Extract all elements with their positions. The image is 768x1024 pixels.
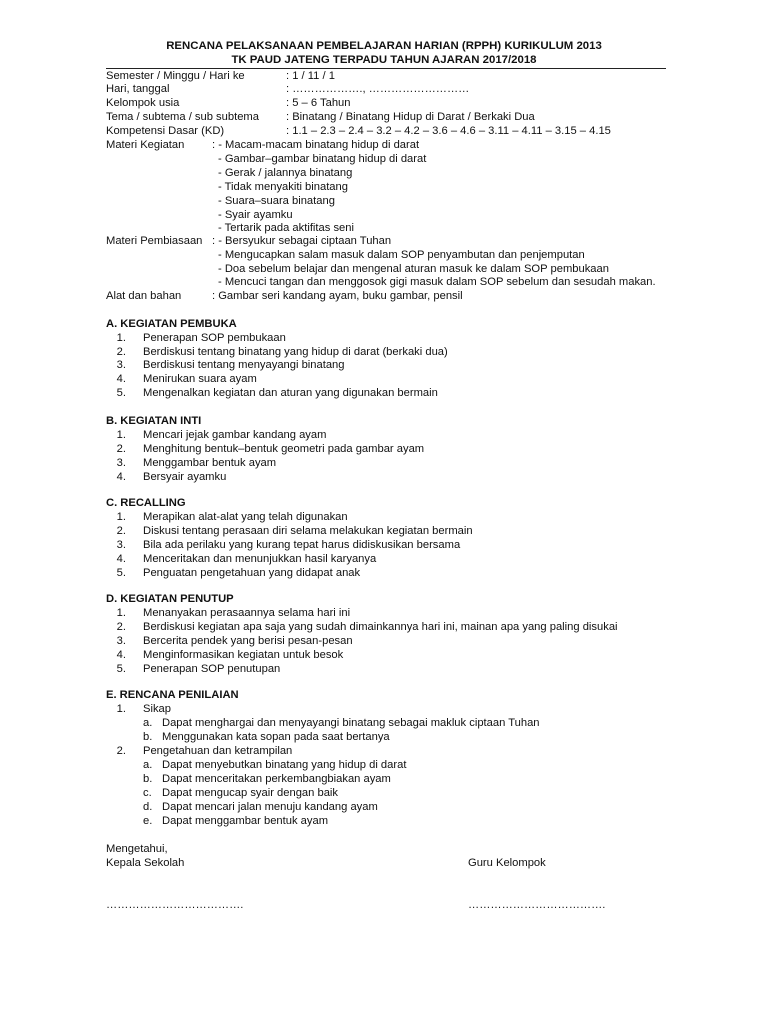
list-number: 4. [116,471,126,483]
kd-label: Kompetensi Dasar (KD) [106,125,225,137]
materi-pembiasaan-label: Materi Pembiasaan [106,235,203,247]
section-d-heading: D. KEGIATAN PENUTUP [106,593,234,605]
list-item: Berdiskusi tentang binatang yang hidup di darat (berkaki dua) [143,346,448,358]
materi-kegiatan-item: - Tidak menyakiti binatang [218,181,348,193]
mengetahui-text: Mengetahui, [106,843,168,855]
list-number: 1. [116,429,126,441]
materi-pembiasaan-item: - Doa sebelum belajar dan mengenal aturan masuk ke dalam SOP pembukaan [218,263,609,275]
section-c-heading: C. RECALLING [106,497,186,509]
list-item: Penguatan pengetahuan yang didapat anak [143,567,361,579]
sub-letter: d. [143,801,153,813]
list-item: Menceritakan dan menunjukkan hasil karyanya [143,553,377,565]
sub-item: Menggunakan kata sopan pada saat bertanya [162,731,390,743]
alat-value: : Gambar seri kandang ayam, buku gambar, pensil [212,290,463,302]
kd-value: : 1.1 – 2.3 – 2.4 – 3.2 – 4.2 – 3.6 – 4.6 – 3.11 – 4.11 – 3.15 – 4.15 [286,125,611,137]
list-number: 2. [116,621,126,633]
list-item: Berdiskusi kegiatan apa saja yang sudah dimainkannya hari ini, mainan apa yang paling disukai [143,621,618,633]
section-b-heading: B. KEGIATAN INTI [106,415,202,427]
semester-label: Semester / Minggu / Hari ke [106,70,245,82]
materi-kegiatan-item: - Suara–suara binatang [218,195,335,207]
list-item: Berdiskusi tentang menyayangi binatang [143,359,345,371]
list-number: 5. [116,567,126,579]
tema-label: Tema / subtema / sub subtema [106,111,259,123]
materi-kegiatan-item: - Tertarik pada aktifitas seni [218,222,354,234]
list-number: 5. [116,387,126,399]
hari-label: Hari, tanggal [106,83,170,95]
list-item: Penerapan SOP penutupan [143,663,281,675]
sub-letter: e. [143,815,153,827]
list-item: Diskusi tentang perasaan diri selama melakukan kegiatan bermain [143,525,473,537]
section-a-heading: A. KEGIATAN PEMBUKA [106,318,237,330]
kelompok-label: Kelompok usia [106,97,180,109]
sub-letter: a. [143,717,153,729]
list-number: 1. [116,703,126,715]
document-subtitle: TK PAUD JATENG TERPADU TAHUN AJARAN 2017/2018 [231,54,537,66]
materi-kegiatan-item: - Syair ayamku [218,209,293,221]
materi-pembiasaan-item: : - Bersyukur sebagai ciptaan Tuhan [212,235,392,247]
list-item: Mencari jejak gambar kandang ayam [143,429,327,441]
list-number: 2. [116,525,126,537]
list-item: Mengenalkan kegiatan dan aturan yang digunakan bermain [143,387,438,399]
list-item: Menirukan suara ayam [143,373,257,385]
list-item: Pengetahuan dan ketrampilan [143,745,293,757]
list-item: Menggambar bentuk ayam [143,457,277,469]
guru-kelompok-label: Guru Kelompok [468,857,546,869]
list-number: 3. [116,359,126,371]
semester-value: : 1 / 11 / 1 [286,70,335,82]
list-item: Bila ada perilaku yang kurang tepat harus didiskusikan bersama [143,539,461,551]
sub-letter: a. [143,759,153,771]
sub-item: Dapat menggambar bentuk ayam [162,815,329,827]
list-item: Merapikan alat-alat yang telah digunakan [143,511,348,523]
list-number: 4. [116,649,126,661]
list-item: Menanyakan perasaannya selama hari ini [143,607,351,619]
list-item: Sikap [143,703,171,715]
sub-item: Dapat menghargai dan menyayangi binatang sebagai makluk ciptaan Tuhan [162,717,540,729]
document-title: RENCANA PELAKSANAAN PEMBELAJARAN HARIAN (RPPH) KURIKULUM 2013 [166,40,602,52]
list-item: Menginformasikan kegiatan untuk besok [143,649,344,661]
list-number: 4. [116,553,126,565]
list-item: Penerapan SOP pembukaan [143,332,286,344]
title-divider [106,68,666,69]
kelompok-value: : 5 – 6 Tahun [286,97,351,109]
list-number: 2. [116,745,126,757]
sub-letter: c. [143,787,152,799]
sub-letter: b. [143,773,153,785]
list-number: 2. [116,443,126,455]
kepala-sekolah-label: Kepala Sekolah [106,857,185,869]
materi-kegiatan-label: Materi Kegiatan [106,139,185,151]
section-e-heading: E. RENCANA PENILAIAN [106,689,239,701]
list-number: 3. [116,457,126,469]
sub-item: Dapat menyebutkan binatang yang hidup di darat [162,759,407,771]
signature-line-left: ………………………………. [106,899,244,911]
list-number: 1. [116,511,126,523]
sub-item: Dapat menceritakan perkembangbiakan ayam [162,773,391,785]
list-number: 5. [116,663,126,675]
materi-kegiatan-item: : - Macam-macam binatang hidup di darat [212,139,420,151]
list-number: 3. [116,539,126,551]
hari-value: : ………………., ……………………… [286,83,470,95]
list-number: 1. [116,607,126,619]
list-number: 3. [116,635,126,647]
list-item: Bersyair ayamku [143,471,227,483]
materi-kegiatan-item: - Gambar–gambar binatang hidup di darat [218,153,427,165]
list-item: Bercerita pendek yang berisi pesan-pesan [143,635,353,647]
materi-kegiatan-item: - Gerak / jalannya binatang [218,167,353,179]
tema-value: : Binatang / Binatang Hidup di Darat / Berkaki Dua [286,111,535,123]
sub-item: Dapat mengucap syair dengan baik [162,787,339,799]
materi-pembiasaan-item: - Mencuci tangan dan menggosok gigi masuk dalam SOP sebelum dan sesudah makan. [218,276,656,288]
sub-item: Dapat mencari jalan menuju kandang ayam [162,801,378,813]
list-number: 4. [116,373,126,385]
materi-pembiasaan-item: - Mengucapkan salam masuk dalam SOP penyambutan dan penjemputan [218,249,585,261]
list-item: Menghitung bentuk–bentuk geometri pada gambar ayam [143,443,425,455]
list-number: 2. [116,346,126,358]
signature-line-right: ………………………………. [468,899,606,911]
list-number: 1. [116,332,126,344]
alat-label: Alat dan bahan [106,290,182,302]
sub-letter: b. [143,731,153,743]
